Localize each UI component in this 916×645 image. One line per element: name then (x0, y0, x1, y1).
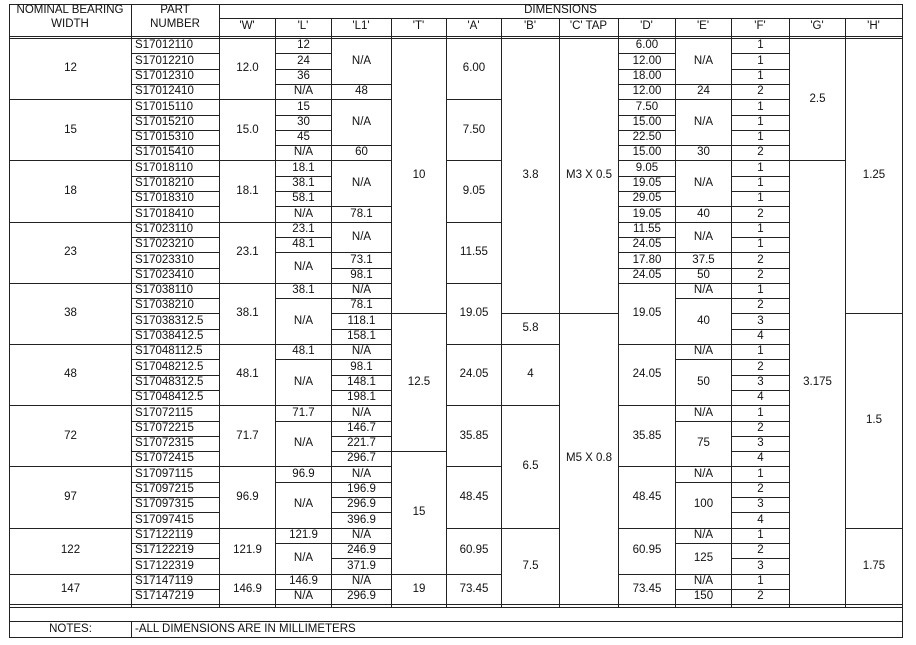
dim-h: 1.5 (866, 414, 882, 427)
nominal-width: 122 (60, 544, 81, 557)
dim-f: 4 (757, 330, 764, 343)
part-number: S17018410 (135, 207, 194, 220)
column-header: 'G' (810, 20, 824, 33)
column-header: 'T' (412, 20, 425, 33)
dim-l1: N/A (351, 528, 372, 541)
dim-e: N/A (693, 177, 714, 190)
dim-l: 36 (297, 69, 310, 82)
grid-line (559, 604, 619, 605)
dim-l: N/A (293, 590, 314, 603)
dim-f: 1 (757, 345, 764, 358)
part-number: S17018210 (135, 177, 194, 190)
dim-e: 37.5 (692, 253, 715, 266)
part-number: S17038312.5 (135, 314, 204, 327)
dim-f: 3 (757, 314, 764, 327)
dim-e: N/A (693, 574, 714, 587)
part-number: S17038412.5 (135, 330, 204, 343)
dim-a: 19.05 (459, 307, 489, 320)
dim-l1: N/A (351, 345, 372, 358)
grid-line (845, 604, 903, 605)
grid-line (618, 38, 676, 39)
dim-d: 18.00 (632, 69, 662, 82)
dim-b: 6.5 (522, 460, 539, 473)
dim-a: 7.50 (462, 123, 486, 136)
dim-f: 3 (757, 498, 764, 511)
dim-d: 29.05 (632, 192, 662, 205)
grid-line (731, 604, 790, 605)
dim-f: 1 (757, 284, 764, 297)
dim-c-tap: M3 X 0.5 (565, 169, 613, 182)
part-number-header: PART (160, 4, 190, 17)
dim-d: 7.50 (635, 100, 659, 113)
nominal-width: 15 (64, 123, 77, 136)
dim-l: 38.1 (292, 284, 315, 297)
dim-d: 19.05 (632, 307, 662, 320)
grid-line (9, 604, 132, 605)
nominal-width: 48 (64, 368, 77, 381)
dim-f: 4 (757, 452, 764, 465)
dim-l1: 198.1 (347, 391, 376, 404)
dim-t: 15 (412, 506, 426, 519)
dim-f: 2 (757, 146, 764, 159)
part-number: S17015210 (135, 115, 194, 128)
part-number: S17015110 (135, 100, 193, 113)
grid-line (559, 38, 619, 39)
part-number: S17048312.5 (135, 375, 204, 388)
dim-l: N/A (293, 437, 314, 450)
dim-b: 5.8 (522, 322, 539, 335)
dim-l1: 221.7 (347, 437, 376, 450)
dim-f: 4 (757, 391, 764, 404)
dim-f: 2 (757, 207, 764, 220)
dim-w: 38.1 (236, 307, 259, 320)
dim-l: 121.9 (289, 528, 318, 541)
dim-d: 60.95 (632, 544, 662, 557)
dim-l: 48.1 (292, 238, 315, 251)
dim-l1: N/A (351, 284, 372, 297)
dim-d: 17.80 (632, 253, 662, 266)
dim-l1: 396.9 (347, 513, 376, 526)
dim-w: 18.1 (236, 184, 259, 197)
dim-b: 3.8 (522, 169, 539, 182)
nominal-width-header: WIDTH (51, 18, 89, 31)
dim-w: 48.1 (236, 368, 259, 381)
part-number: S17018310 (135, 192, 194, 205)
part-number: S17015310 (135, 131, 194, 144)
dim-e: 150 (693, 590, 714, 603)
dim-e: 100 (693, 498, 714, 511)
dim-f: 2 (757, 85, 764, 98)
column-header: 'C' TAP (569, 20, 608, 33)
column-header: 'D' (640, 20, 653, 33)
dim-l1: N/A (351, 467, 372, 480)
grid-line (331, 38, 392, 39)
dim-e: 40 (697, 314, 710, 327)
dim-f: 1 (757, 100, 764, 113)
dim-b: 4 (527, 368, 534, 381)
part-number-header: NUMBER (150, 18, 200, 31)
part-number: S17023110 (135, 222, 193, 235)
nominal-width-header: NOMINAL BEARING (16, 4, 124, 17)
nominal-width: 23 (64, 245, 77, 258)
dim-l1: 78.1 (350, 299, 373, 312)
dim-f: 1 (757, 177, 764, 190)
part-number: S17023210 (135, 238, 194, 251)
dim-f: 2 (757, 299, 764, 312)
dim-e: 24 (697, 85, 710, 98)
dim-l1: 146.7 (347, 421, 376, 434)
grid-line (219, 604, 276, 605)
dim-f: 2 (757, 483, 764, 496)
dim-l: 146.9 (289, 574, 318, 587)
dim-l: 71.7 (292, 406, 315, 419)
dim-l1: N/A (351, 230, 372, 243)
dim-f: 3 (757, 559, 764, 572)
grid-line (789, 38, 846, 39)
dim-d: 24.05 (632, 268, 662, 281)
dim-e: N/A (693, 54, 714, 67)
dim-f: 1 (757, 467, 764, 480)
part-number: S17048112.5 (135, 345, 203, 358)
dim-f: 3 (757, 437, 764, 450)
grid-line (789, 604, 846, 605)
part-number: S17072315 (135, 437, 194, 450)
grid-line (9, 637, 903, 638)
dim-f: 1 (757, 54, 764, 67)
dim-c-tap: M5 X 0.8 (565, 452, 613, 465)
dim-l1: 98.1 (350, 268, 373, 281)
part-number: S17072115 (135, 406, 193, 419)
dim-d: 9.05 (635, 161, 659, 174)
dim-w: 146.9 (233, 582, 262, 595)
dim-l: 58.1 (292, 192, 315, 205)
dim-l1: N/A (351, 177, 372, 190)
part-number: S17072415 (135, 452, 194, 465)
dim-l1: 60 (355, 146, 368, 159)
dim-l: 15 (297, 100, 310, 113)
dim-l1: 296.7 (347, 452, 376, 465)
dim-f: 1 (757, 161, 764, 174)
dim-l: 96.9 (292, 467, 315, 480)
dim-f: 1 (757, 406, 764, 419)
dim-f: 1 (757, 39, 764, 52)
grid-line (845, 38, 903, 39)
dim-l: N/A (293, 375, 314, 388)
dim-a: 9.05 (462, 184, 486, 197)
grid-line (501, 604, 560, 605)
column-header: 'A' (467, 20, 480, 33)
dim-f: 3 (757, 375, 764, 388)
dim-f: 2 (757, 544, 764, 557)
dim-a: 11.55 (460, 245, 488, 258)
dim-f: 1 (757, 222, 764, 235)
nominal-width: 97 (64, 490, 77, 503)
column-header: 'L1' (352, 20, 370, 33)
notes-text: -ALL DIMENSIONS ARE IN MILLIMETERS (135, 622, 356, 635)
part-number: S17015410 (135, 146, 194, 159)
dim-l1: 73.1 (350, 253, 373, 266)
dim-l: N/A (293, 207, 314, 220)
part-number: S17147219 (135, 590, 194, 603)
dim-e: N/A (693, 345, 714, 358)
dim-f: 2 (757, 421, 764, 434)
dim-l: 45 (297, 131, 310, 144)
dim-g: 2.5 (809, 92, 826, 105)
dim-e: 50 (697, 268, 710, 281)
dim-l1: 48 (355, 85, 368, 98)
dim-l1: 371.9 (347, 559, 376, 572)
grid-line (902, 607, 903, 638)
part-number: S17012210 (135, 54, 194, 67)
grid-line (275, 38, 332, 39)
dim-w: 96.9 (236, 490, 259, 503)
dim-d: 24.05 (632, 368, 662, 381)
dim-f: 1 (757, 574, 764, 587)
dim-w: 121.9 (233, 544, 262, 557)
dim-d: 19.05 (632, 207, 662, 220)
grid-line (902, 4, 903, 608)
dim-a: 24.05 (459, 368, 489, 381)
column-header: 'H' (867, 20, 880, 33)
dim-f: 2 (757, 360, 764, 373)
grid-line (501, 38, 560, 39)
notes-label: NOTES: (49, 622, 92, 635)
dim-l1: 118.1 (347, 314, 376, 327)
dim-l: N/A (293, 261, 314, 274)
grid-line (618, 604, 676, 605)
dim-d: 12.00 (632, 54, 662, 67)
part-number: S17012310 (135, 69, 194, 82)
grid-line (131, 604, 220, 605)
nominal-width: 38 (64, 307, 77, 320)
dim-e: N/A (693, 115, 714, 128)
nominal-width: 18 (64, 184, 77, 197)
dim-e: 40 (697, 207, 710, 220)
dim-l1: 98.1 (350, 360, 373, 373)
dim-d: 6.00 (635, 39, 659, 52)
dim-f: 2 (757, 253, 764, 266)
column-header: 'L' (297, 20, 309, 33)
column-header: 'F' (754, 20, 766, 33)
dim-l1: 158.1 (347, 330, 376, 343)
dim-l: N/A (293, 85, 314, 98)
dim-h: 1.75 (862, 559, 886, 572)
dim-f: 1 (757, 528, 764, 541)
grid-line (731, 38, 790, 39)
dim-l: 48.1 (292, 345, 315, 358)
dim-d: 24.05 (632, 238, 662, 251)
dim-d: 19.05 (632, 177, 662, 190)
part-number: S17048212.5 (135, 360, 204, 373)
dim-t: 12.5 (407, 375, 431, 388)
grid-line (9, 607, 903, 608)
dim-l: N/A (293, 498, 314, 511)
dim-l1: 296.9 (347, 498, 376, 511)
dim-f: 2 (757, 268, 764, 281)
dim-l1: N/A (351, 574, 372, 587)
dim-e: N/A (693, 528, 714, 541)
grid-line (391, 38, 447, 39)
dim-f: 1 (757, 69, 764, 82)
grid-line (9, 36, 903, 37)
column-header: 'B' (523, 20, 537, 33)
dim-l1: N/A (351, 54, 372, 67)
dim-d: 15.00 (632, 146, 662, 159)
dim-e: N/A (693, 230, 714, 243)
dim-l1: 148.1 (347, 375, 376, 388)
grid-line (331, 604, 392, 605)
dim-l1: 246.9 (347, 544, 376, 557)
dim-e: 75 (697, 437, 710, 450)
part-number: S17122319 (135, 559, 194, 572)
part-number: S17023310 (135, 253, 194, 266)
dim-d: 12.00 (632, 85, 662, 98)
dim-l: N/A (293, 551, 314, 564)
dim-d: 73.45 (632, 582, 662, 595)
dim-l: N/A (293, 314, 314, 327)
dim-f: 2 (757, 590, 764, 603)
dim-d: 22.50 (632, 131, 662, 144)
grid-line (391, 604, 447, 605)
dim-l1: 78.1 (350, 207, 373, 220)
part-number: S17122119 (135, 528, 193, 541)
dim-e: N/A (693, 406, 714, 419)
dim-l: 23.1 (292, 222, 315, 235)
dim-d: 15.00 (632, 115, 662, 128)
dim-w: 15.0 (236, 123, 259, 136)
part-number: S17097415 (135, 513, 194, 526)
dim-t: 10 (412, 169, 426, 182)
dim-a: 48.45 (459, 490, 489, 503)
part-number: S17012410 (135, 85, 194, 98)
dim-b: 7.5 (522, 559, 539, 572)
dim-f: 1 (757, 238, 764, 251)
dim-w: 71.7 (236, 429, 259, 442)
part-number: S17147119 (135, 574, 193, 587)
dim-e: 30 (697, 146, 710, 159)
part-number: S17018110 (135, 161, 193, 174)
dim-d: 35.85 (632, 429, 662, 442)
dim-e: N/A (693, 284, 714, 297)
dim-l1: N/A (351, 115, 372, 128)
part-number: S17072215 (135, 421, 194, 434)
part-number: S17023410 (135, 268, 194, 281)
dim-a: 35.85 (459, 429, 489, 442)
dim-l: 38.1 (292, 177, 315, 190)
dim-l1: N/A (351, 406, 372, 419)
grid-line (275, 604, 332, 605)
dim-t: 19 (412, 582, 426, 595)
part-number: S17097315 (135, 498, 194, 511)
dim-g: 3.175 (803, 375, 832, 388)
grid-line (675, 604, 732, 605)
nominal-width: 72 (64, 429, 77, 442)
part-number: S17122219 (135, 544, 194, 557)
part-number: S17097115 (135, 467, 193, 480)
grid-line (446, 38, 502, 39)
dim-f: 1 (757, 192, 764, 205)
part-number: S17038210 (135, 299, 194, 312)
dim-h: 1.25 (862, 169, 886, 182)
part-number: S17048412.5 (135, 391, 204, 404)
grid-line (446, 604, 502, 605)
grid-line (675, 38, 732, 39)
column-header: 'W' (239, 20, 255, 33)
dim-e: N/A (693, 467, 714, 480)
dimensions-header: DIMENSIONS (524, 4, 597, 17)
dim-w: 23.1 (236, 245, 259, 258)
dim-d: 11.55 (633, 222, 661, 235)
dim-f: 1 (757, 115, 764, 128)
dim-w: 12.0 (236, 62, 259, 75)
dim-l1: 296.9 (347, 590, 376, 603)
dim-f: 4 (757, 513, 764, 526)
part-number: S17038110 (135, 284, 193, 297)
dim-a: 73.45 (459, 582, 489, 595)
dim-l: 12 (297, 39, 310, 52)
nominal-width: 12 (64, 62, 77, 75)
dim-l: 24 (297, 54, 310, 67)
dim-l1: 196.9 (347, 483, 376, 496)
dim-e: 125 (693, 551, 714, 564)
dim-l: 18.1 (292, 161, 315, 174)
dim-l: N/A (293, 146, 314, 159)
dim-a: 60.95 (459, 544, 489, 557)
dim-a: 6.00 (462, 62, 486, 75)
dim-l: 30 (297, 115, 310, 128)
dim-d: 48.45 (632, 490, 662, 503)
part-number: S17097215 (135, 483, 194, 496)
dim-e: 50 (697, 375, 710, 388)
dim-f: 1 (757, 131, 764, 144)
nominal-width: 147 (60, 582, 81, 595)
column-header: 'E' (696, 20, 710, 33)
part-number: S17012110 (135, 39, 193, 52)
